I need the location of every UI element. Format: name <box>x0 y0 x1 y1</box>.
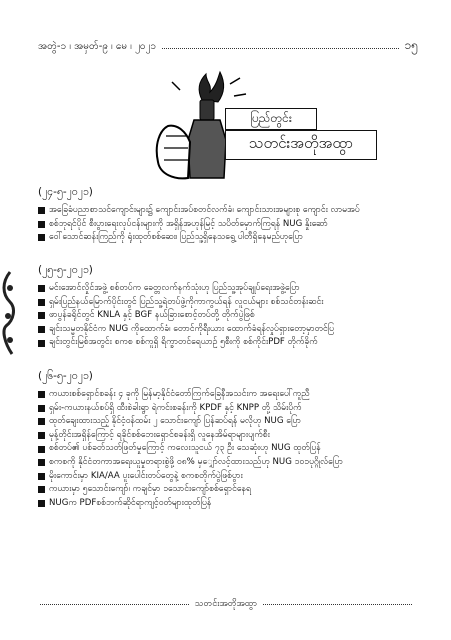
list-item: NUGက PDFစစ်ဘက်ဆိုင်ရာကျင့်ဝတ်များထုတ်ပြန် <box>38 497 418 511</box>
list-item: ကယားစစ်ရှောင်စခန်း ၄ ခုကို မြန်မာ့နိုင်ငံတော်ကြက်ခြေနီအသင်းက အရေးပေါ်ကူညီ <box>38 388 418 402</box>
list-item: မုန့်တိုင်းအရှိန်ကြောင့် ရခိုင်စစ်ဘေးရှောင်စခန်းရှိ လူနေအိမ်ရာများပျက်စီး <box>38 429 418 443</box>
list-item: မင်းအောင်လှိုင်အဖွဲ့ စစ်တပ်က ခေတ္တလက်နက်သုံးဟု ပြည်သူ့အုပ်ချုပ်ရေးအဖွဲ့ပြော <box>38 282 418 296</box>
square-bullet-icon <box>38 285 45 292</box>
square-bullet-icon <box>38 391 45 398</box>
page-number: ၁၅ <box>404 38 418 52</box>
square-bullet-icon <box>38 340 45 347</box>
news-list <box>38 282 418 350</box>
news-section-1 <box>38 186 418 245</box>
section-date: (၂၆-၅-၂၀၂၁) <box>38 370 93 382</box>
news-list <box>38 388 418 510</box>
footer-title: သတင်းအတိုအထွာ <box>194 598 258 609</box>
square-bullet-icon <box>38 473 45 480</box>
section-banner <box>140 70 380 180</box>
square-bullet-icon <box>38 405 45 412</box>
section-date: (၂၄-၅-၂၀၂၁) <box>38 186 93 198</box>
news-section-3 <box>38 370 418 510</box>
square-bullet-icon <box>38 221 45 228</box>
page-footer <box>40 596 412 612</box>
square-bullet-icon <box>38 418 45 425</box>
header-dotted-rule <box>162 48 398 49</box>
list-item: စစ်ဘုရင်ပိုင် စီးပွားရေးလုပ်ငန်းများကို အရှိန်အဟုန်မြင့် သပိတ်မှောက်ကြရန် NUG နှိုးဆော် <box>38 218 418 232</box>
square-bullet-icon <box>38 446 45 453</box>
list-item: မိုးကောင်းမှာ KIA/AA ပူးပေါင်းတပ်တွေနဲ့ စကစတိုက်ပွဲဖြစ်ပွား <box>38 470 418 484</box>
section-date: (၂၅-၅-၂၀၂၁) <box>38 264 93 276</box>
list-item: ရှမ်း-ကယားနယ်စပ်ရှိ ထီးစဲခါးရွာ ရဲကင်းစခန်းကို KPDF နှင့် KNPP တို့ သိမ်းပိုက် <box>38 402 418 416</box>
side-decoration-icon <box>0 268 18 358</box>
square-bullet-icon <box>38 486 45 493</box>
list-item: ရှမ်းပြည်နယ်မြောက်ပိုင်းတွင် ပြည်သူ့ရဲတပ်ဖွဲ့ကိုကာကွယ်ရန် လူငယ်များ စစ်သင်တန်းဆင်း <box>38 296 418 310</box>
square-bullet-icon <box>38 312 45 319</box>
list-item: ထုတ်ချေးထားသည့် နိုင်ငံ့ဝန်ထမ်း ၂ သောင်းကျော် ပြန်ဆပ်ရန် မလိုဟု NUG ပြော <box>38 415 418 429</box>
list-item: အခြေခံပညာစာသင်ကျောင်းများ၌ ကျောင်းအပ်စတင်လက်ခံ၊ ကျောင်းသားအများစု ကျောင်း လာမအပ် <box>38 204 418 218</box>
news-list <box>38 204 418 245</box>
square-bullet-icon <box>38 432 45 439</box>
square-bullet-icon <box>38 326 45 333</box>
list-item: ချင်းသမ္မတနိုင်ငံက NUG ကိုထောက်ခံ၊ တောင်ကိုရီးယား ထောက်ခံရန်လှုပ်ရှားတော့မှာတင်ပြ <box>38 323 418 337</box>
banner-title-line2: သတင်းအတိုအထွာ <box>225 130 377 160</box>
list-item: ချင်းတွင်းမြစ်အတွင်း စကစ စစ်ကူရှိ ရိက္ခာတင်ရေယာဉ် ၅စီးကို စစ်ကိုင်းPDF တိုက်ခိုက် <box>38 336 418 350</box>
square-bullet-icon <box>38 299 45 306</box>
banner-title-line1: ပြည်တွင်း <box>225 108 317 130</box>
square-bullet-icon <box>38 234 45 241</box>
page-header <box>38 38 418 54</box>
issue-info: အတွဲ-၁ ၊ အမှတ်-၉ ၊ မေ ၊ ၂၀၂၁ <box>38 40 157 52</box>
square-bullet-icon <box>38 459 45 466</box>
list-item: ဝေါ်သောင်ဆန်းကြည်ကို ရုံးထုတ်စစ်ဆေး၊ ပြည်သူ့ရှိနေသရွေ့ ပါတီရှိနေမည်ဟုပြော <box>38 231 418 245</box>
footer-dotted-rule <box>40 604 189 605</box>
square-bullet-icon <box>38 207 45 214</box>
list-item: စကစကို နိုင်ငံတကာအရေးယူမှုတရားစွဲဖို့ ၀၈% မှျှော်လင့်ထားသည်ဟု NUG ၁၀၁ပုဂ္ဂိုလ်ပြော <box>38 456 418 470</box>
news-section-2 <box>38 264 418 350</box>
list-item: ဖာပွန်ခရိုင်တွင် KNLA နှင့် BGF နယ်ခြားစောင့်တပ်တို့ တိုက်ပွဲဖြစ် <box>38 309 418 323</box>
footer-dotted-rule <box>263 604 412 605</box>
square-bullet-icon <box>38 500 45 507</box>
list-item: စစ်တပ်၏ ပစ်ခတ်သတ်ဖြတ်မှုကြောင့် ကလေးသူငယ် ၇၃ ဦး သေဆုံးဟု NUG ထုတ်ပြန် <box>38 442 418 456</box>
list-item: ကယားမှာ ၅သောင်းကျော်၊ ကချင်မှာ ၁သောင်းကျော်စစ်ရှောင်နေရ <box>38 483 418 497</box>
